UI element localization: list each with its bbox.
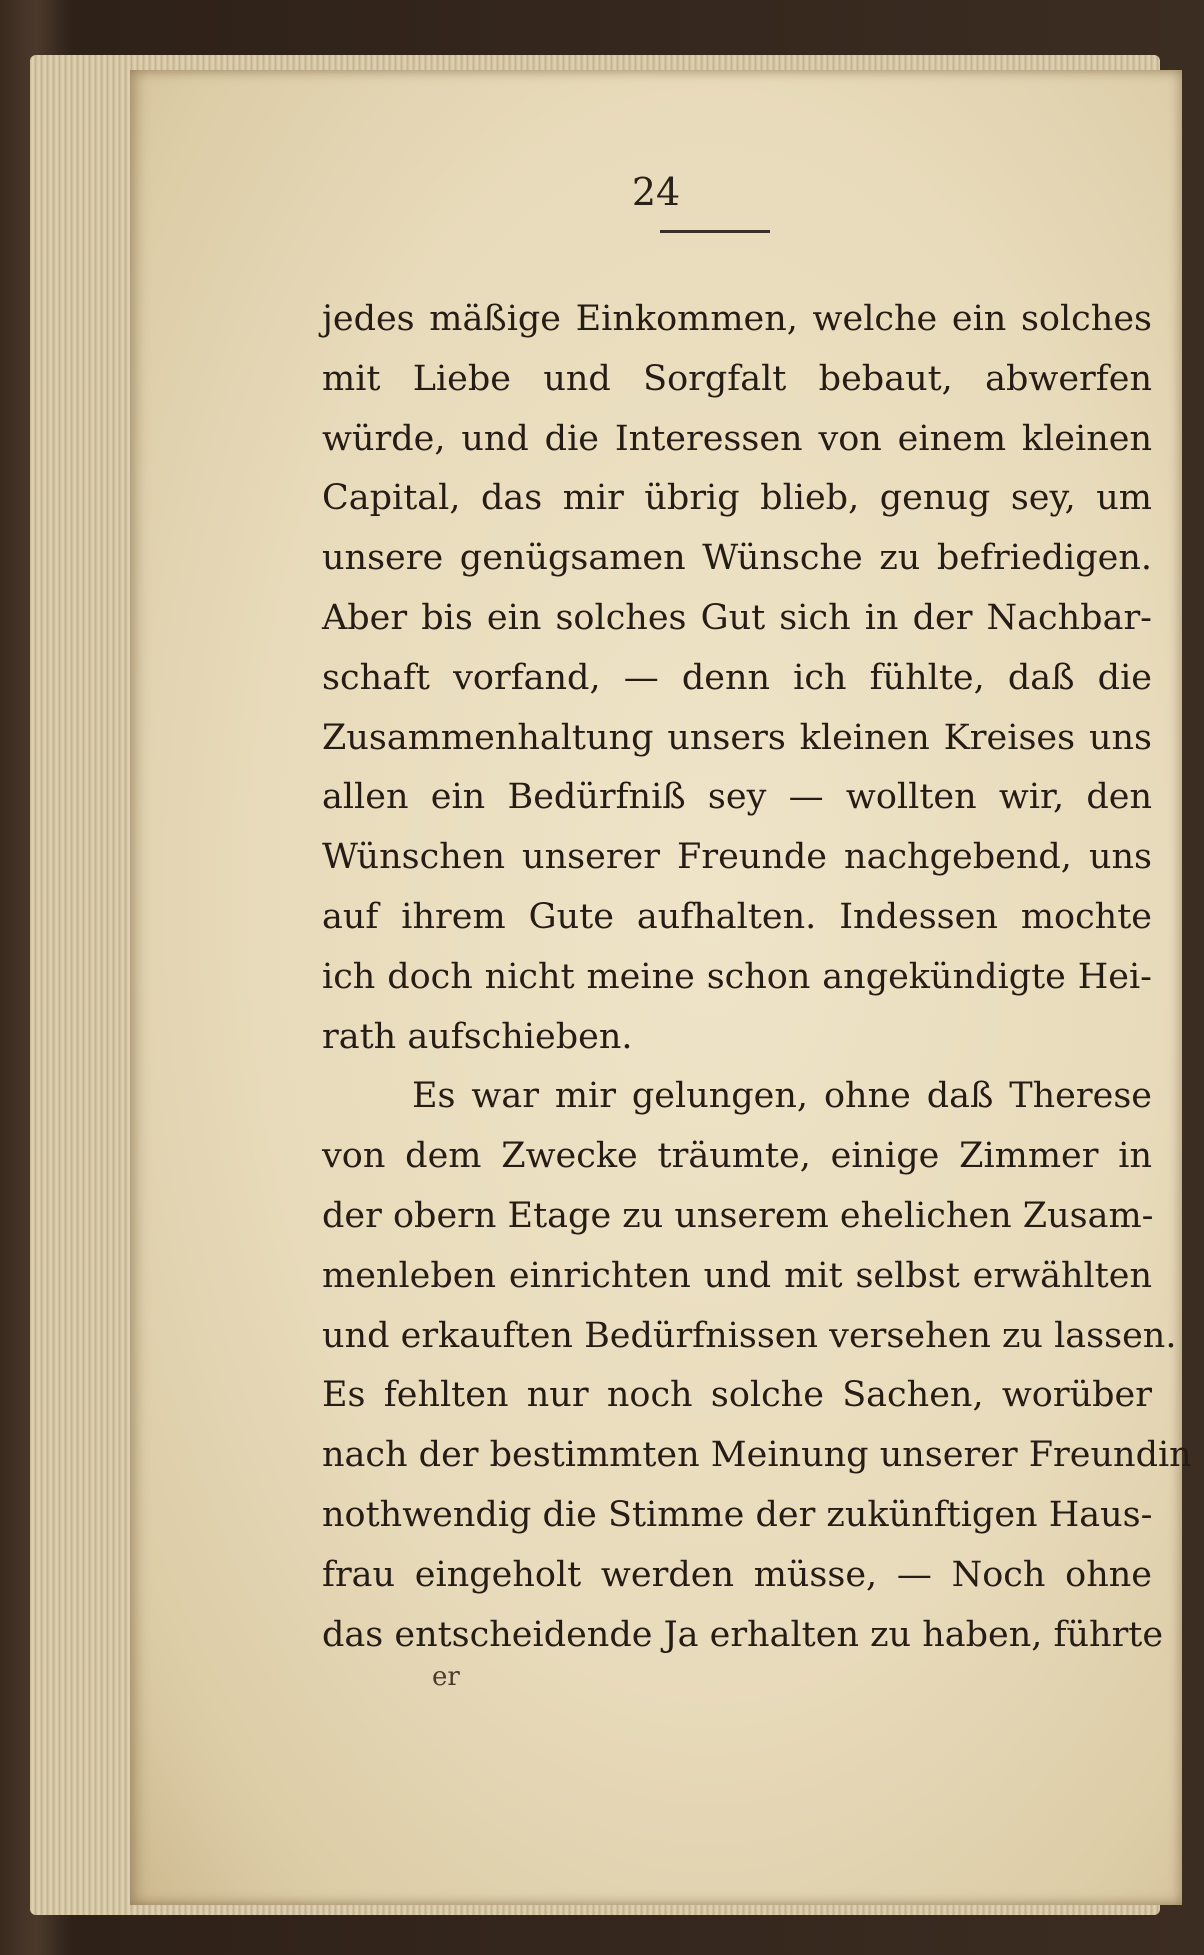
text-line: menleben einrichten und mit selbst erwählten [322, 1255, 1152, 1296]
text-line: der obern Etage zu unserem ehelichen Zusam- [322, 1195, 1154, 1236]
text-line: Es war mir gelungen, ohne daß Therese [412, 1076, 1152, 1117]
text-line: allen ein Bedürfniß sey — wollten wir, den [322, 777, 1152, 818]
text-line: Wünschen unserer Freunde nachgebend, uns [322, 837, 1152, 878]
text-line: auf ihrem Gute aufhalten. Indessen mochte [322, 896, 1152, 937]
text-line: Aber bis ein solches Gut sich in der Nachbar- [322, 597, 1152, 638]
text-line: Es fehlten nur noch solche Sachen, worüber [322, 1375, 1152, 1416]
text-line: nothwendig die Stimme der zukünftigen Haus- [322, 1494, 1153, 1535]
book-page [130, 70, 1192, 1905]
page-number: 24 [631, 170, 681, 214]
text-line: von dem Zwecke träumte, einige Zimmer in [322, 1136, 1152, 1177]
text-line: nach der bestimmten Meinung unserer Freundin [322, 1435, 1192, 1476]
text-line: und erkauften Bedürfnissen versehen zu lassen. [322, 1315, 1177, 1356]
text-line: schaft vorfand, — denn ich fühlte, daß die [322, 657, 1152, 698]
text-line: frau eingeholt werden müsse, — Noch ohne [322, 1554, 1152, 1595]
text-line: mit Liebe und Sorgfalt bebaut, abwerfen [322, 358, 1152, 399]
text-line: rath aufschieben. [322, 1016, 633, 1057]
text-line: jedes mäßige Einkommen, welche ein solches [322, 299, 1152, 339]
text-line: Capital, das mir übrig blieb, genug sey, um [322, 478, 1152, 519]
text-line: Zusammenhaltung unsers kleinen Kreises uns [322, 717, 1152, 758]
text-line: ich doch nicht meine schon angekündigte Hei- [322, 956, 1152, 997]
body-text [322, 290, 1192, 1665]
text-line: würde, und die Interessen von einem kleinen [322, 418, 1152, 459]
text-line: das entscheidende Ja erhalten zu haben, führte [322, 1614, 1164, 1655]
header-rule [660, 230, 770, 233]
text-line: unsere genügsamen Wünsche zu befriedigen. [322, 538, 1152, 579]
catchword: er [432, 1662, 460, 1692]
